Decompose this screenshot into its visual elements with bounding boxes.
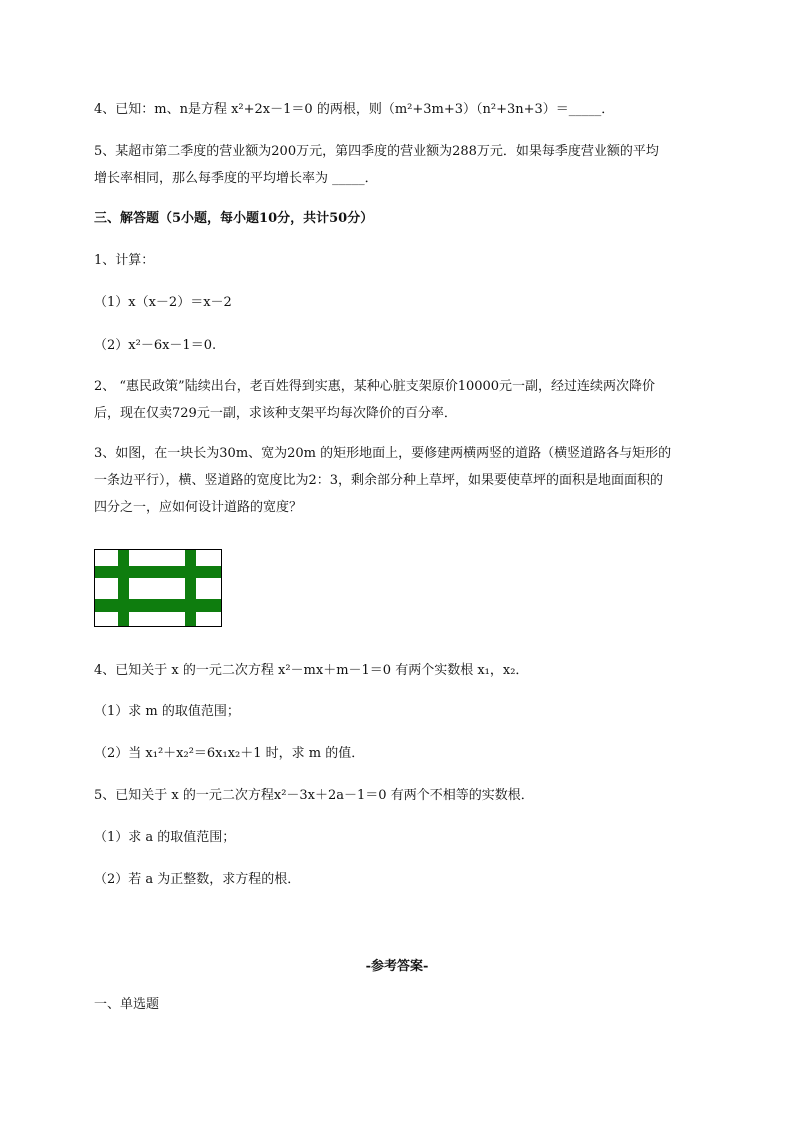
problem-3-line2: 一条边平行），横、竖道路的宽度比为2：3，剩余部分种上草坪，如果要使草坪的面积是地面面积的 [94,473,664,488]
horizontal-road-1 [95,566,221,578]
question-5-line1: 5、某超市第二季度的营业额为200万元，第四季度的营业额为288万元．如果每季度营业额的平均 [94,144,659,159]
horizontal-road-2 [95,599,221,612]
problem-4-part2: （2）当 x₁²＋x₂²＝6x₁x₂＋1 时，求 m 的值． [94,746,365,761]
problem-5: 5、已知关于 x 的一元二次方程x²－3x＋2a－1＝0 有两个不相等的实数根． [94,788,534,803]
problem-5-part2: （2）若 a 为正整数，求方程的根． [94,872,301,887]
problem-2-line1: 2、 “惠民政策”陆续出台，老百姓得到实惠，某种心脏支架原价10000元一副，经过连续两次降价 [94,379,656,394]
rectangle-ground [95,550,222,627]
problem-1: 1、计算： [94,253,155,268]
section-3-heading: 三、解答题（5小题，每小题10分，共计50分） [94,211,374,226]
answer-section-heading: 一、单选题 [94,997,160,1012]
problem-4-part1: （1）求 m 的取值范围； [94,704,240,719]
question-5-line2: 增长率相同，那么每季度的平均增长率为 _____． [94,171,378,186]
vertical-road-1 [118,550,129,626]
problem-4: 4、已知关于 x 的一元二次方程 x²－mx＋m－1＝0 有两个实数根 x₁，x₂． [94,663,529,678]
problem-1-part2: （2）x²－6x－1＝0. [94,338,217,353]
vertical-road-2 [185,550,196,626]
problem-3-line1: 3、如图，在一块长为30m、宽为20m 的矩形地面上，要修建两横两竖的道路（横竖道路各与矩形的 [94,446,672,461]
problem-2-line2: 后，现在仅卖729元一副，求该种支架平均每次降价的百分率． [94,406,457,421]
problem-3-line3: 四分之一，应如何设计道路的宽度？ [94,500,303,515]
question-4: 4、已知：m、n是方程 x²+2x－1＝0 的两根，则（m²+3m+3）（n²+3n+3）＝_____． [94,102,615,117]
road-diagram [94,549,222,627]
problem-1-part1: （1）x（x－2）＝x－2 [94,295,232,310]
answer-title: -参考答案- [365,959,429,974]
problem-5-part1: （1）求 a 的取值范围； [94,830,236,845]
